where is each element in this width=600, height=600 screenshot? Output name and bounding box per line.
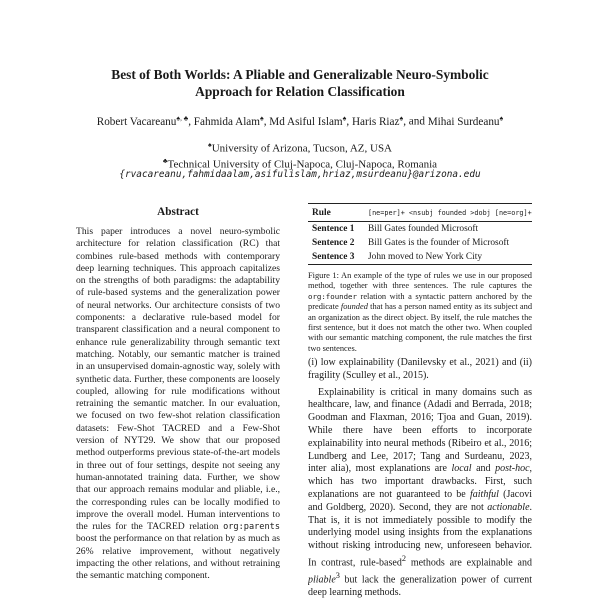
sentence-text: Bill Gates founded Microsoft <box>368 224 479 234</box>
author-3-affil-mark: ♠ <box>342 114 347 122</box>
caption-italic: founded <box>340 302 368 312</box>
sentence-label: Sentence 2 <box>312 238 355 248</box>
author-emails: {rvacareanu,fahmidaalam,asifulislam,hriaz,msurdeanu}@arizona.edu <box>119 169 481 180</box>
affil-1-mark: ♠ <box>208 141 212 149</box>
body-paragraph-2: Explainability is critical in many domains such as healthcare, law, and finance (Adadi and Berrada, 2018; Goodman and Flaxman, 2016; Tjoa and Guan, 2019). While there have been efforts to incorporate explainability into neural methods (Ribeiro et al., 2016; Lundberg and Lee, 2017; Tang and Surdeanu, 2023, inter alia), most explanations are local and post-hoc, which has two important drawbacks. First, such explanations are not guaranteed to be faithful (Jacovi and Goldberg, 2020). Second, they are not actionable. That is, it is not immediately possible to modify the underlying model using insights from the explanations without risking introducing new, unforeseen behavior. In contrast, rule-based$^2$ methods are explainable and pliable$^3$ but lack the generalization power of current deep learning methods. <box>308 386 532 599</box>
affiliation-arizona: ♠University of Arizona, Tucson, AZ, USA <box>208 141 392 155</box>
rule-example-table <box>308 203 532 265</box>
title-line-2: Approach for Relation Classification <box>195 84 405 99</box>
author-4: Haris Riaz♠ <box>351 114 404 128</box>
author-list: Robert Vacareanu♠, ♣, Fahmida Alam♠, Md Asiful Islam♠, Haris Riaz♠, and Mihai Surdeanu♠ <box>96 114 504 128</box>
table-row <box>308 250 532 264</box>
table-row <box>308 222 532 236</box>
footnote-mark: 3 <box>335 571 340 581</box>
sentence-text: John moved to New York City <box>368 252 483 262</box>
paper-title <box>60 66 540 100</box>
sentence-label: Sentence 1 <box>312 224 355 234</box>
author-2-affil-mark: ♠ <box>259 114 264 122</box>
figure-caption: Figure 1: An example of the type of rules we use in our proposed method, together with three sentences. The rule captures the org:founder relation with a syntactic pattern anchored by the predicate founded that has a person named entity as its subject and an organization as the direct object. By itself, the rule matches the first sentence, but it does not match the other two. When coupled with our semantic matching component, the rule matches the first two sentences. <box>308 271 533 353</box>
abstract-text: This paper introduces a novel neuro-symbolic architecture for relation classification (RC) that combines rule-based methods with contemporary deep learning techniques. This approach capitalizes on the strengths of both paradigms: the adaptability of rule-based systems and the generalization power of neural networks. Our architecture consists of two components: a declarative rule-based model for transparent classification and a neural component to enhance rule generalizability through semantic text matching. Notably, our semantic matcher is trained in an unsupervised domain-agnostic way, solely with synthetic data. Further, these components are loosely coupled, allowing for rule modifications without retraining the semantic matcher. In our evaluation, we focused on two few-shot relation classification datasets: Few-Shot TACRED and a Few-Shot version of NYT29. We show that our proposed method outperforms previous state-of-the-art models in three out of four settings, despite not seeing any human-annotated training data. Further, we show that our approach remains modular and pliable, i.e., the corresponding rules can be locally modified to improve the overall model. Human interventions to the rules for the TACRED relation org:parents boost the performance on that relation by as much as 26% relative improvement, without negatively impacting the other relations, and without retraining the semantic matching component. <box>76 226 280 582</box>
table-row <box>308 236 532 250</box>
author-2: Fahmida Alam♠ <box>193 114 264 128</box>
rule-label: Rule <box>312 207 331 218</box>
author-5: Mihai Surdeanu♠ <box>427 114 504 128</box>
affiliation-cluj: ♣Technical University of Cluj-Napoca, Cluj-Napoca, Romania <box>162 157 438 171</box>
body-paragraph-1: (i) low explainability (Danilevsky et al., 2021) and (ii) fragility (Sculley et al., 2015). <box>308 357 532 381</box>
sentence-text: Bill Gates is the founder of Microsoft <box>368 238 510 248</box>
affil-2-mark: ♣ <box>162 157 168 165</box>
rule-pattern: [ne=per]+ <nsubj founded >dobj [ne=org]+ <box>368 208 532 217</box>
relation-code: org:parents <box>223 522 280 533</box>
author-1-affil-mark: ♠, ♣ <box>176 114 189 122</box>
author-4-affil-mark: ♠ <box>399 114 404 122</box>
caption-code: org:founder <box>308 291 357 301</box>
abstract-heading: Abstract <box>157 206 199 218</box>
sentence-label: Sentence 3 <box>312 252 355 262</box>
body-text <box>308 357 532 600</box>
title-line-1: Best of Both Worlds: A Pliable and Generalizable Neuro-Symbolic <box>111 67 489 82</box>
author-3: Md Asiful Islam♠ <box>269 114 347 128</box>
rule-row <box>308 204 532 222</box>
author-5-affil-mark: ♠ <box>499 114 504 122</box>
author-1: Robert Vacareanu♠, ♣ <box>96 114 189 128</box>
footnote-mark: 2 <box>401 553 406 563</box>
